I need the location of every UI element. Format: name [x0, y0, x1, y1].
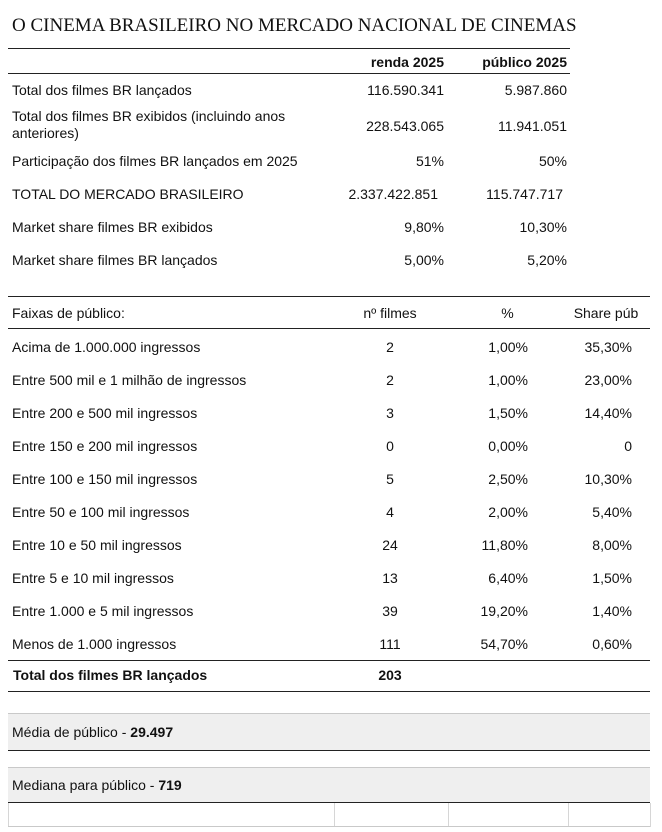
faixa-row-pct: 19,20% [480, 603, 528, 619]
faixa-row-pct: 2,50% [488, 471, 528, 487]
faixa-row-label: Entre 1.000 e 5 mil ingressos [12, 603, 194, 619]
faixa-row-pct: 1,50% [488, 405, 528, 421]
faixa-row-n: 5 [386, 471, 394, 487]
summary-row-renda: 5,00% [404, 252, 444, 268]
header-share: Share púb [573, 305, 639, 321]
summary-header-rule [8, 73, 570, 74]
total-label: Total dos filmes BR lançados [13, 667, 208, 683]
faixa-row-share: 35,30% [584, 339, 632, 355]
faixa-row-label: Menos de 1.000 ingressos [12, 636, 177, 652]
faixa-row-share: 8,00% [592, 537, 632, 553]
mediana-row [8, 768, 650, 802]
faixa-row-label: Entre 50 e 100 mil ingressos [12, 504, 190, 520]
faixa-row-pct: 2,00% [488, 504, 528, 520]
faixa-row-pct: 6,40% [488, 570, 528, 586]
header-publico: público 2025 [482, 54, 567, 70]
summary-row-publico: 10,30% [519, 219, 567, 235]
mediana-bottom-rule [8, 802, 650, 803]
faixa-row-share: 23,00% [584, 372, 632, 388]
summary-row-publico: 11.941.051 [497, 118, 567, 134]
faixa-row-share: 14,40% [584, 405, 632, 421]
summary-row-label: TOTAL DO MERCADO BRASILEIRO [12, 186, 244, 202]
mediana-label: Mediana para público - [12, 777, 159, 793]
faixa-row-label: Entre 10 e 50 mil ingressos [12, 537, 182, 553]
faixa-row-pct: 54,70% [480, 636, 528, 652]
header-renda: renda 2025 [370, 54, 444, 70]
summary-row-renda: 116.590.341 [367, 82, 444, 98]
grid-line [448, 803, 449, 827]
faixa-row-n: 24 [382, 537, 398, 553]
media-bottom-rule [8, 750, 650, 751]
faixa-row-label: Entre 150 e 200 mil ingressos [12, 438, 198, 454]
faixa-row-share: 1,40% [592, 603, 632, 619]
media-text [12, 724, 173, 741]
summary-row-publico: 5,20% [527, 252, 567, 268]
mediana-text [12, 777, 182, 794]
faixa-row-share: 0,60% [592, 636, 632, 652]
grid-line [334, 803, 335, 827]
summary-top-rule [8, 48, 570, 49]
faixa-row-pct: 1,00% [488, 339, 528, 355]
faixa-row-n: 13 [382, 570, 398, 586]
total-bottom-rule [8, 691, 650, 692]
header-pct: % [501, 305, 514, 321]
faixa-row-share: 1,50% [592, 570, 632, 586]
faixa-row-label: Entre 100 e 150 mil ingressos [12, 471, 198, 487]
total-top-rule [8, 660, 650, 661]
faixa-row-pct: 0,00% [488, 438, 528, 454]
summary-row-publico: 50% [538, 153, 567, 169]
summary-row-label: Participação dos filmes BR lançados em 2025 [12, 153, 298, 169]
header-n-filmes: nº filmes [363, 305, 417, 321]
faixas-top-rule [8, 296, 650, 297]
grid-line [568, 803, 569, 827]
faixas-header-rule [8, 328, 650, 329]
faixa-row-pct: 11,80% [481, 537, 528, 553]
summary-row-publico: 5.987.860 [504, 82, 567, 98]
header-faixas: Faixas de público: [12, 305, 125, 321]
faixa-row-n: 4 [386, 504, 394, 520]
faixa-row-n: 3 [386, 405, 394, 421]
faixa-row-n: 0 [386, 438, 394, 454]
page-title: O CINEMA BRASILEIRO NO MERCADO NACIONAL DE CINEMAS [12, 15, 577, 36]
summary-row-renda: 51% [415, 153, 444, 169]
media-label: Média de público - [12, 724, 131, 740]
summary-row-label: Market share filmes BR lançados [12, 252, 218, 268]
faixa-row-n: 39 [382, 603, 398, 619]
mediana-value: 719 [158, 777, 182, 793]
media-row [8, 714, 650, 750]
summary-row-publico: 115.747.717 [486, 186, 563, 202]
faixa-row-n: 2 [386, 339, 394, 355]
faixa-row-label: Entre 200 e 500 mil ingressos [12, 405, 198, 421]
faixa-row-share: 10,30% [584, 471, 632, 487]
faixa-row-share: 5,40% [592, 504, 632, 520]
faixa-row-label: Entre 5 e 10 mil ingressos [12, 570, 174, 586]
summary-row-renda: 9,80% [404, 219, 444, 235]
faixa-row-label: Entre 500 mil e 1 milhão de ingressos [12, 372, 247, 388]
media-value: 29.497 [130, 724, 174, 740]
summary-row-label: Total dos filmes BR exibidos (incluindo anos anteriores) [12, 108, 286, 141]
grid-line [8, 803, 9, 827]
faixa-row-n: 2 [386, 372, 394, 388]
grid-line [650, 803, 651, 827]
summary-row-label: Total dos filmes BR lançados [12, 82, 192, 98]
faixa-row-label: Acima de 1.000.000 ingressos [12, 339, 201, 355]
summary-row-renda: 2.337.422.851 [348, 186, 438, 202]
total-n: 203 [378, 667, 402, 683]
summary-row-label: Market share filmes BR exibidos [12, 219, 213, 235]
faixa-row-pct: 1,00% [488, 372, 528, 388]
faixa-row-n: 111 [379, 636, 401, 652]
grid-bottom-rule [8, 826, 650, 827]
faixa-row-share: 0 [624, 438, 632, 454]
summary-row-renda: 228.543.065 [366, 118, 444, 134]
